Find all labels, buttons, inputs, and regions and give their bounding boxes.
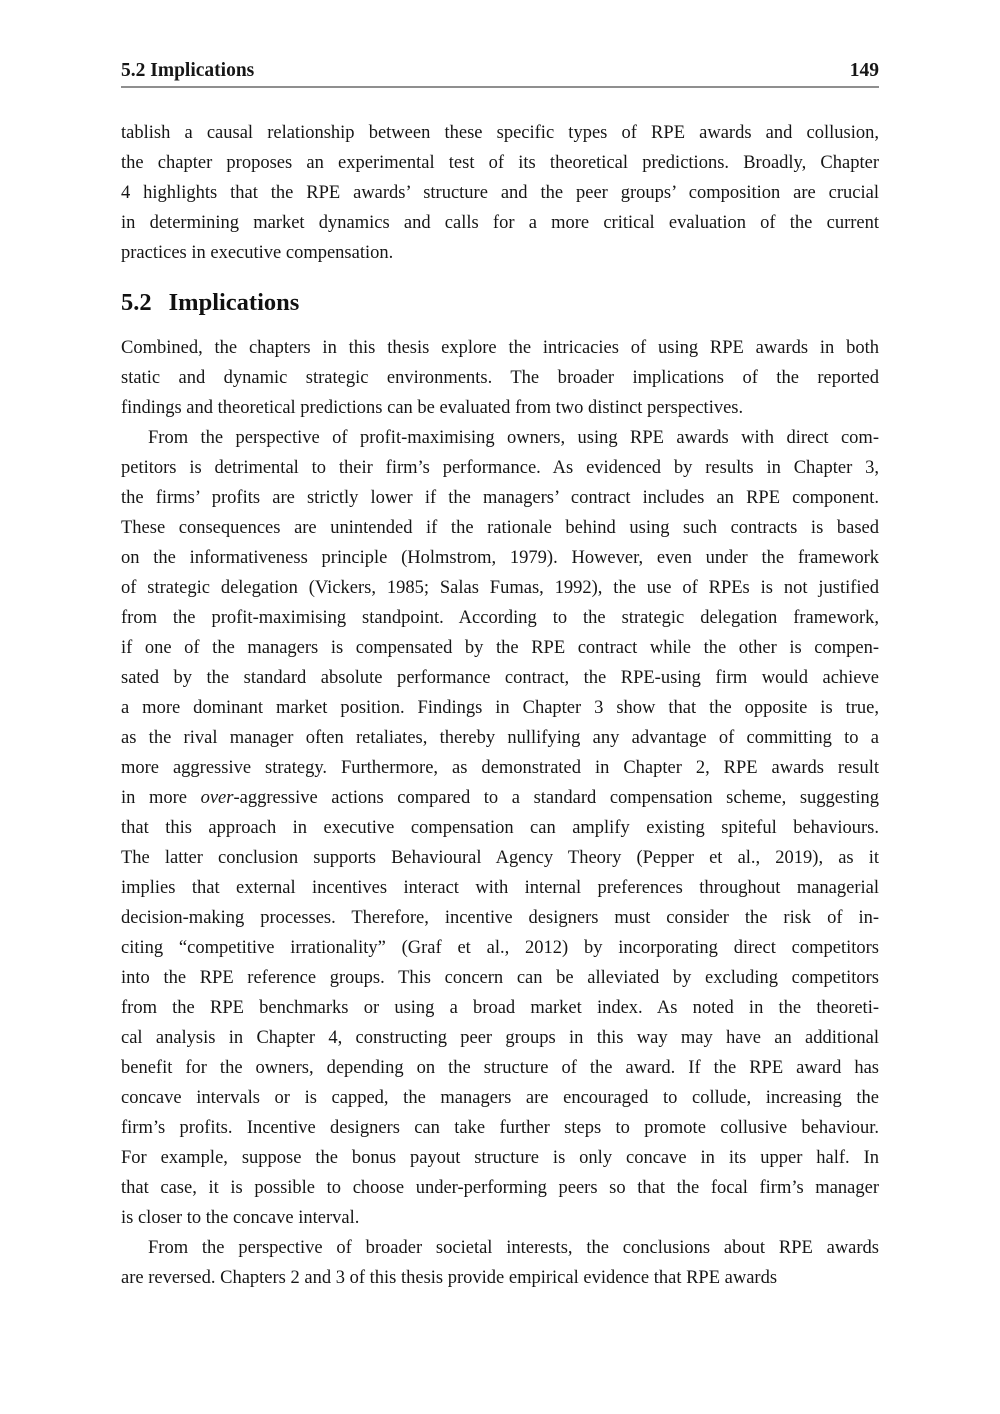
- text-line: static and dynamic strategic environments. The broader implications of the reported: [121, 368, 879, 388]
- text-line: more aggressive strategy. Furthermore, as demonstrated in Chapter 2, RPE awards result: [121, 758, 879, 778]
- text-column: [121, 0, 879, 1293]
- text-line: For example, suppose the bonus payout structure is only concave in its upper half. In: [121, 1148, 879, 1168]
- text-line: the chapter proposes an experimental test of its theoretical predictions. Broadly, Chapter: [121, 153, 879, 173]
- text-line: sated by the standard absolute performance contract, the RPE-using firm would achieve: [121, 668, 879, 688]
- text-line: if one of the managers is compensated by the RPE contract while the other is compen-: [121, 638, 879, 658]
- text-line: into the RPE reference groups. This concern can be alleviated by excluding competitors: [121, 968, 879, 988]
- paragraph: [121, 333, 879, 423]
- text-line: from the profit-maximising standpoint. According to the strategic delegation framework,: [121, 608, 879, 628]
- text-line: The latter conclusion supports Behavioural Agency Theory (Pepper et al., 2019), as it: [121, 848, 879, 868]
- text-line: These consequences are unintended if the rationale behind using such contracts is based: [121, 518, 879, 538]
- text-line: From the perspective of broader societal interests, the conclusions about RPE awards: [148, 1238, 879, 1258]
- running-header: [121, 0, 879, 88]
- text-line: as the rival manager often retaliates, thereby nullifying any advantage of committing to a: [121, 728, 879, 748]
- section-title: Implications: [168, 289, 300, 316]
- text-line: From the perspective of profit-maximising owners, using RPE awards with direct com-: [148, 428, 879, 448]
- text-line: firm’s profits. Incentive designers can take further steps to promote collusive behaviour.: [121, 1118, 879, 1138]
- text-line: tablish a causal relationship between these specific types of RPE awards and collusion,: [121, 123, 879, 143]
- text-line: citing “competitive irrationality” (Graf et al., 2012) by incorporating direct competitors: [121, 938, 879, 958]
- running-header-page-number: 149: [849, 60, 879, 81]
- text-line: findings and theoretical predictions can be evaluated from two distinct perspectives.: [121, 398, 744, 418]
- text-line: Combined, the chapters in this thesis explore the intricacies of using RPE awards in both: [121, 338, 879, 358]
- section-heading: [121, 287, 879, 318]
- text-line: cal analysis in Chapter 4, constructing peer groups in this way may have an additional: [121, 1028, 879, 1048]
- paragraph: [121, 423, 879, 1233]
- text-line: that case, it is possible to choose under-performing peers so that the focal firm’s manager: [121, 1178, 879, 1198]
- text-line: is closer to the concave interval.: [121, 1208, 360, 1228]
- text-line: implies that external incentives interact with internal preferences throughout managerial: [121, 878, 879, 898]
- text-line: benefit for the owners, depending on the structure of the award. If the RPE award has: [121, 1058, 879, 1078]
- text-line: in more over-aggressive actions compared to a standard compensation scheme, suggesting: [121, 788, 879, 808]
- section-number: 5.2: [121, 289, 152, 316]
- text-line: are reversed. Chapters 2 and 3 of this thesis provide empirical evidence that RPE awards: [121, 1268, 778, 1288]
- text-line: of strategic delegation (Vickers, 1985; Salas Fumas, 1992), the use of RPEs is not justified: [121, 578, 879, 598]
- page-body: [121, 118, 879, 1293]
- text-line: on the informativeness principle (Holmstrom, 1979). However, even under the framework: [121, 548, 879, 568]
- text-line: decision-making processes. Therefore, incentive designers must consider the risk of in-: [121, 908, 879, 928]
- text-line: petitors is detrimental to their firm’s performance. As evidenced by results in Chapter 3,: [121, 458, 879, 478]
- text-line: practices in executive compensation.: [121, 243, 394, 263]
- running-header-section-label: 5.2 Implications: [121, 60, 255, 81]
- paragraph-continuation: [121, 118, 879, 268]
- paragraph: [121, 1233, 879, 1293]
- text-line: a more dominant market position. Findings in Chapter 3 show that the opposite is true,: [121, 698, 879, 718]
- text-line: from the RPE benchmarks or using a broad market index. As noted in the theoreti-: [121, 998, 879, 1018]
- text-line: that this approach in executive compensation can amplify existing spiteful behaviours.: [121, 818, 879, 838]
- text-line: concave intervals or is capped, the managers are encouraged to collude, increasing the: [121, 1088, 879, 1108]
- text-line: in determining market dynamics and calls for a more critical evaluation of the current: [121, 213, 879, 233]
- text-line: the firms’ profits are strictly lower if the managers’ contract includes an RPE component.: [121, 488, 879, 508]
- text-line: 4 highlights that the RPE awards’ structure and the peer groups’ composition are crucial: [121, 183, 879, 203]
